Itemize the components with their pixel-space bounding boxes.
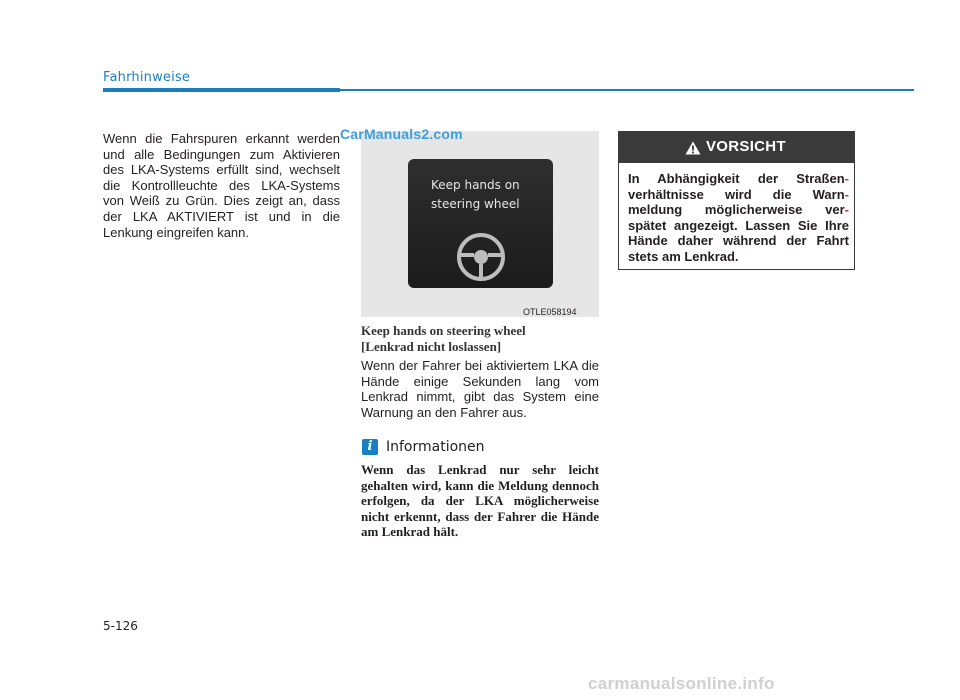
- header-rule-thin: [340, 89, 914, 91]
- figure-code: OTLE058194: [523, 307, 577, 317]
- caution-hyphen-1: -: [844, 171, 849, 186]
- caution-text-part4: spätet angezeigt. Lassen Sie Ihre Hände daher während der Fahrt stets am Lenkrad.: [628, 217, 849, 264]
- caution-header: [619, 132, 854, 163]
- caution-text-part3: meldung möglicherweise ver: [628, 202, 845, 218]
- section-title: Fahrhinweise: [103, 70, 191, 85]
- caution-text-part1: In Abhängigkeit der Straßen: [628, 171, 845, 186]
- cluster-display: [408, 159, 553, 288]
- page-number: 5-126: [103, 619, 138, 633]
- warning-description: Wenn der Fahrer bei aktiviertem LKA die Hände einige Sekunden lang vom Lenkrad nimmt, gibt das System eine Warnung an den Fahrer aus.: [361, 358, 599, 420]
- cluster-message: [431, 176, 546, 214]
- message-heading-de: [Lenkrad nicht loslassen]: [361, 339, 502, 354]
- instrument-cluster-figure: [361, 131, 599, 317]
- steering-wheel-icon: [455, 231, 507, 283]
- header-rule-thick: [103, 88, 340, 92]
- info-icon: i: [362, 439, 378, 455]
- info-body: Wenn das Lenkrad nur sehr leicht gehalten wird, kann die Meldung dennoch erfolgen, da der LKA möglicherweise nicht erkennt, dass der Fahrer die Hände am Lenkrad hält.: [361, 462, 599, 540]
- message-heading: [361, 323, 599, 355]
- lka-activation-paragraph: Wenn die Fahrspuren erkannt werden und alle Bedingungen zum Aktivieren des LKA-Systems erfüllt sind, wechselt die Kontrollleuchte des LKA-Systems von Weiß zu Grün. Dies zeigt an, dass der LKA AKTIVIERT ist und in die Lenkung eingreifen kann.: [103, 131, 340, 240]
- caution-label: VORSICHT: [706, 138, 786, 155]
- caution-hyphen-3: -: [844, 202, 849, 218]
- cluster-message-line2: steering wheel: [431, 197, 520, 211]
- watermark-top: CarManuals2.com: [340, 126, 463, 142]
- message-heading-en: Keep hands on steering wheel: [361, 323, 526, 338]
- warning-triangle-icon: [685, 141, 701, 155]
- watermark-bottom: carmanualsonline.info: [588, 674, 775, 693]
- info-title: Informationen: [386, 439, 485, 455]
- caution-hyphen-2: -: [844, 186, 849, 202]
- caution-text-part2: verhältnisse wird die Warn: [628, 186, 845, 202]
- caution-text: [628, 171, 849, 265]
- cluster-message-line1: Keep hands on: [431, 178, 520, 192]
- caution-box: [618, 131, 855, 270]
